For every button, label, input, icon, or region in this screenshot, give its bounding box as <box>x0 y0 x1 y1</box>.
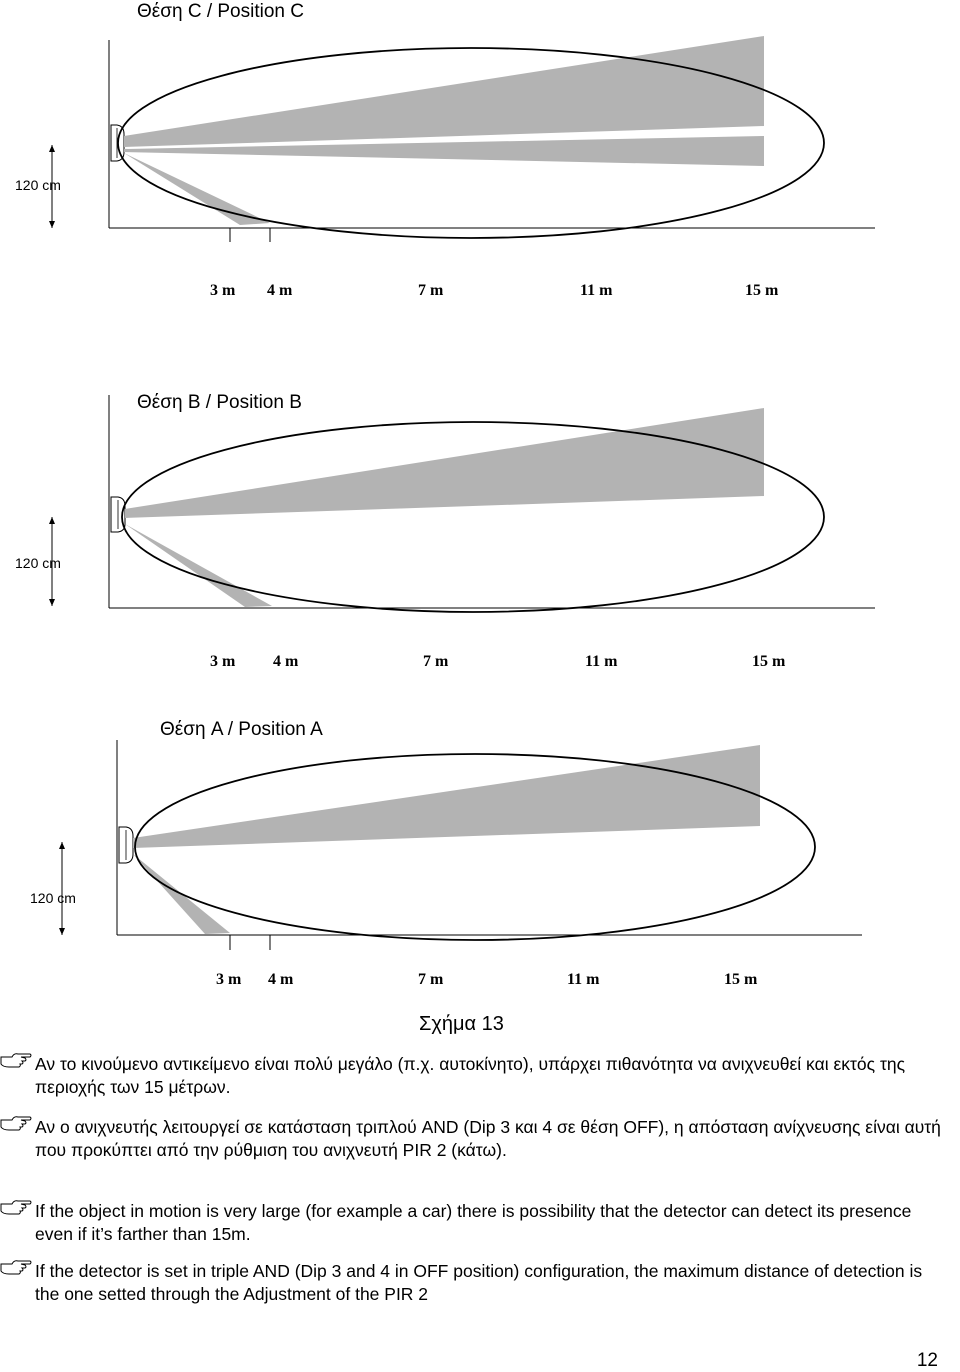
note-greek-large-object <box>0 1053 950 1099</box>
detection-beam-upper <box>124 36 764 147</box>
diagram-position-c <box>15 1 875 299</box>
detection-beam-lower <box>124 153 270 225</box>
distance-label-11m: 11 m <box>585 653 618 670</box>
diagram-title: Θέση C / Position C <box>137 1 304 22</box>
distance-label-7m: 7 m <box>418 282 444 299</box>
distance-label-7m: 7 m <box>423 653 449 670</box>
height-label: 120 cm <box>30 890 76 906</box>
distance-label-15m: 15 m <box>745 282 779 299</box>
page-number: 12 <box>916 1350 938 1371</box>
note-english-large-object <box>0 1200 950 1246</box>
distance-label-11m: 11 m <box>567 971 600 988</box>
note-greek-triple-and <box>0 1116 950 1162</box>
pointing-hand-icon <box>0 1051 32 1075</box>
detection-beam-lower <box>125 524 272 607</box>
note-english-triple-and <box>0 1260 950 1306</box>
distance-label-3m: 3 m <box>210 653 236 670</box>
height-label: 120 cm <box>15 177 61 193</box>
pointing-hand-icon <box>0 1198 32 1222</box>
distance-label-11m: 11 m <box>580 282 613 299</box>
distance-label-7m: 7 m <box>418 971 444 988</box>
diagram-title: Θέση A / Position A <box>160 719 323 740</box>
distance-label-3m: 3 m <box>216 971 242 988</box>
note-text: If the detector is set in triple AND (Dip 3 and 4 in OFF position) configuration, the maximum distance of detection is the one setted through the Adjustment of the PIR 2 <box>35 1261 923 1304</box>
detection-beam-upper <box>133 745 760 848</box>
distance-label-4m: 4 m <box>273 653 299 670</box>
pointing-hand-icon <box>0 1258 32 1282</box>
height-label: 120 cm <box>15 555 61 571</box>
distance-label-15m: 15 m <box>752 653 786 670</box>
note-text: Αν ο ανιχνευτής λειτουργεί σε κατάσταση τριπλού AND (Dip 3 και 4 σε θέση OFF), η απόσταση ανίχνευσης είναι αυτή που προκύπτει από την ρύθμιση του ανιχνευτή PIR 2 (κάτω). <box>35 1117 941 1160</box>
distance-label-4m: 4 m <box>268 971 294 988</box>
distance-label-15m: 15 m <box>724 971 758 988</box>
pointing-hand-icon <box>0 1114 32 1138</box>
diagram-title: Θέση B / Position B <box>137 392 302 413</box>
detection-beam-upper <box>125 408 764 518</box>
distance-label-4m: 4 m <box>267 282 293 299</box>
distance-label-3m: 3 m <box>210 282 236 299</box>
note-text: If the object in motion is very large (for example a car) there is possibility that the detector can detect its presence even if it’s farther than 15m. <box>35 1201 912 1244</box>
diagram-position-a <box>30 719 862 988</box>
figure-caption: Σχήμα 13 <box>419 1013 504 1035</box>
note-text: Αν το κινούμενο αντικείμενο είναι πολύ μεγάλο (π.χ. αυτοκίνητο), υπάρχει πιθανότητα να ανιχνευθεί και εκτός της περιοχής των 15 μέτρων. <box>35 1054 906 1097</box>
diagram-position-b <box>15 392 875 670</box>
